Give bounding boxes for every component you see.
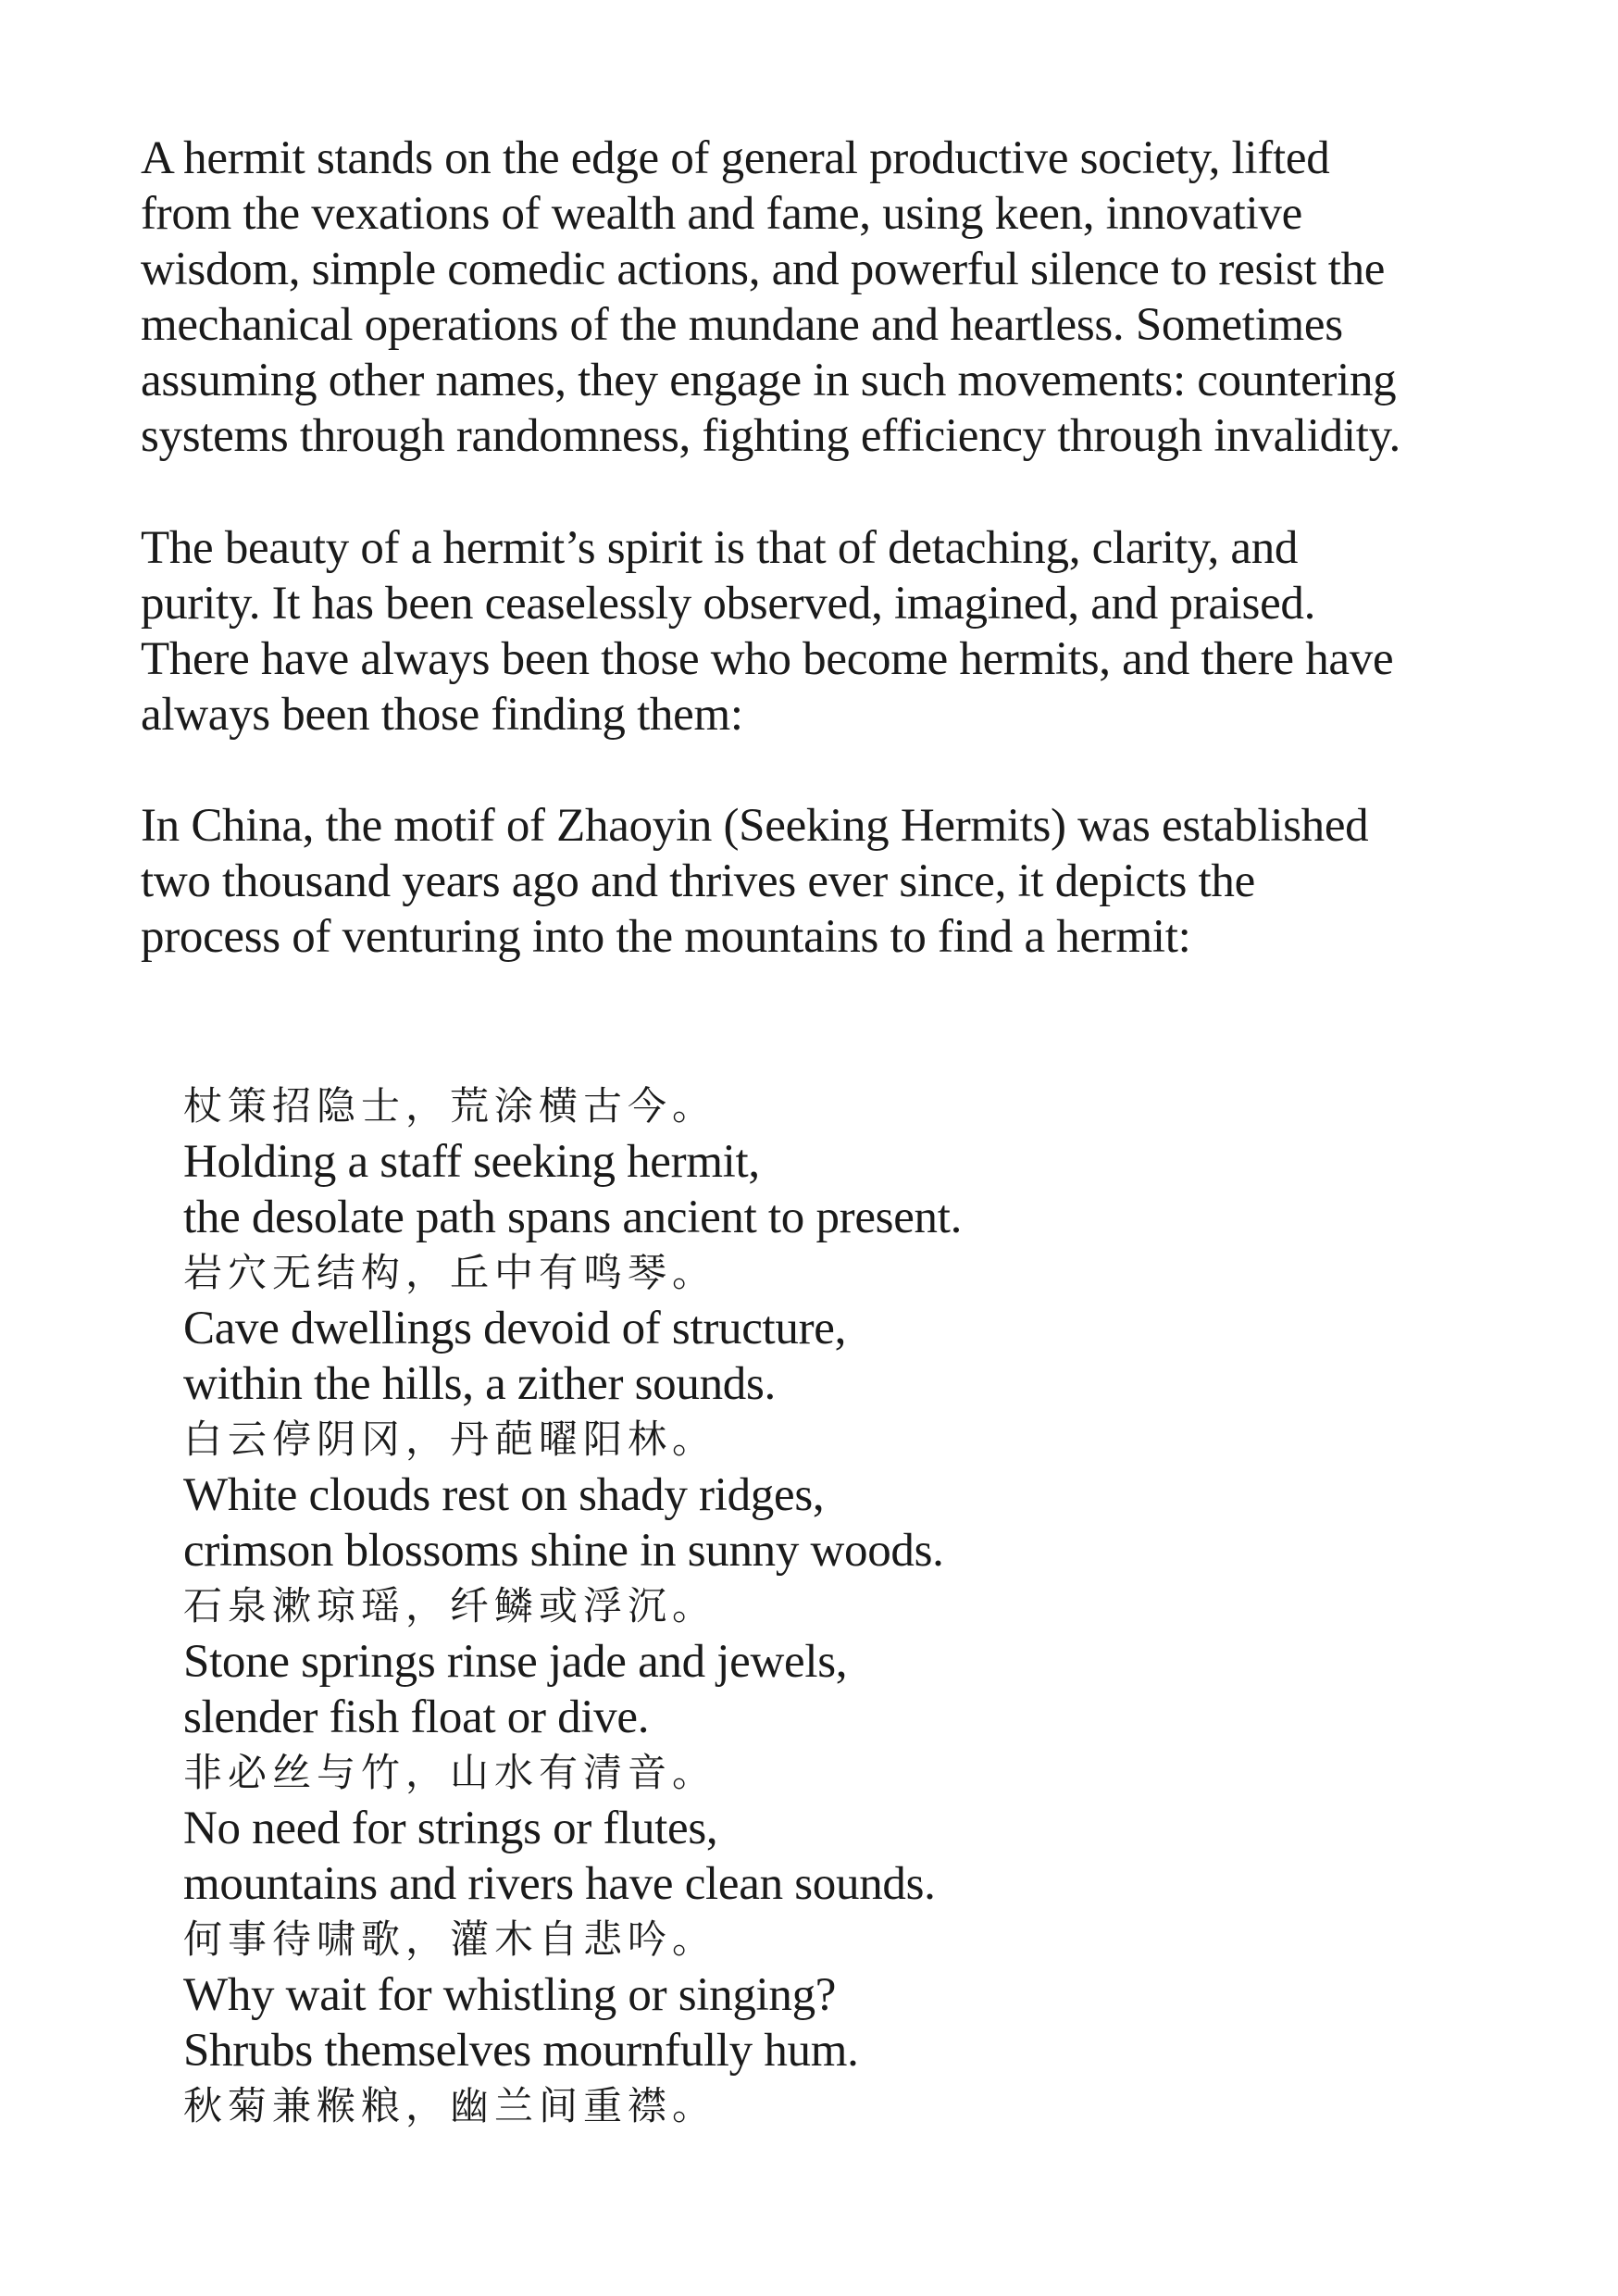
poem-chinese-line: 石泉漱琼瑶，纤鳞或浮沉。 <box>183 1583 717 1628</box>
poem-english-line: mountains and rivers have clean sounds. <box>183 1858 936 1910</box>
poem-stanza <box>183 1745 1387 1912</box>
poem-chinese-line: 非必丝与竹，山水有清音。 <box>183 1750 717 1795</box>
poem-stanza <box>183 1412 1387 1578</box>
poem-stanza <box>183 1578 1387 1745</box>
poem-english-line: Stone springs rinse jade and jewels, <box>183 1636 848 1688</box>
paragraph-text: The beauty of a hermit’s spirit is that of detaching, clarity, and purity. It has been ceaselessly observed, imagined, and praised. There have always been those who become hermits, and there have always been those finding them: <box>141 522 1394 741</box>
poem-english-line: White clouds rest on shady ridges, <box>183 1469 825 1521</box>
poem-english-line: Cave dwellings devoid of structure, <box>183 1303 847 1354</box>
poem-english-line: slender fish float or dive. <box>183 1691 650 1743</box>
zhaoyin-paragraph <box>141 798 1511 965</box>
poem-english-line: Holding a staff seeking hermit, <box>183 1136 760 1188</box>
poem-stanza <box>183 1912 1387 2078</box>
poem-chinese-line: 杖策招隐士，荒涂横古今。 <box>183 1083 717 1129</box>
poem-chinese-line: 何事待啸歌，灌木自悲吟。 <box>183 1916 717 1962</box>
poem <box>183 1079 1387 2134</box>
poem-chinese-line: 岩穴无结构，丘中有鸣琴。 <box>183 1250 717 1295</box>
poem-final-line <box>183 2078 1387 2134</box>
paragraph-text: In China, the motif of Zhaoyin (Seeking Hermits) was established two thousand years ago and thrives ever since, it depicts the process of venturing into the mountains to find a hermit: <box>141 800 1369 963</box>
poem-english-line: within the hills, a zither sounds. <box>183 1358 776 1410</box>
poem-stanza <box>183 1245 1387 1412</box>
poem-english-line: Shrubs themselves mournfully hum. <box>183 2025 859 2077</box>
intro-paragraph <box>141 131 1511 464</box>
beauty-paragraph <box>141 520 1511 742</box>
poem-stanza <box>183 1079 1387 1245</box>
poem-english-line: the desolate path spans ancient to present. <box>183 1192 963 1243</box>
paragraph-text: A hermit stands on the edge of general productive society, lifted from the vexations of wealth and fame, using keen, innovative wisdom, simple comedic actions, and powerful silence to resist the mechanical operations of the mundane and heartless. Sometimes assuming other names, they engage in such movements: countering systems through randomness, fighting efficiency through invalidity. <box>141 132 1400 462</box>
poem-chinese-line: 白云停阴冈，丹葩曜阳林。 <box>183 1416 717 1462</box>
poem-english-line: Why wait for whistling or singing? <box>183 1969 837 2021</box>
poem-english-line: crimson blossoms shine in sunny woods. <box>183 1525 944 1577</box>
poem-chinese-line: 秋菊兼糇粮，幽兰间重襟。 <box>183 2083 717 2128</box>
poem-english-line: No need for strings or flutes, <box>183 1803 718 1854</box>
